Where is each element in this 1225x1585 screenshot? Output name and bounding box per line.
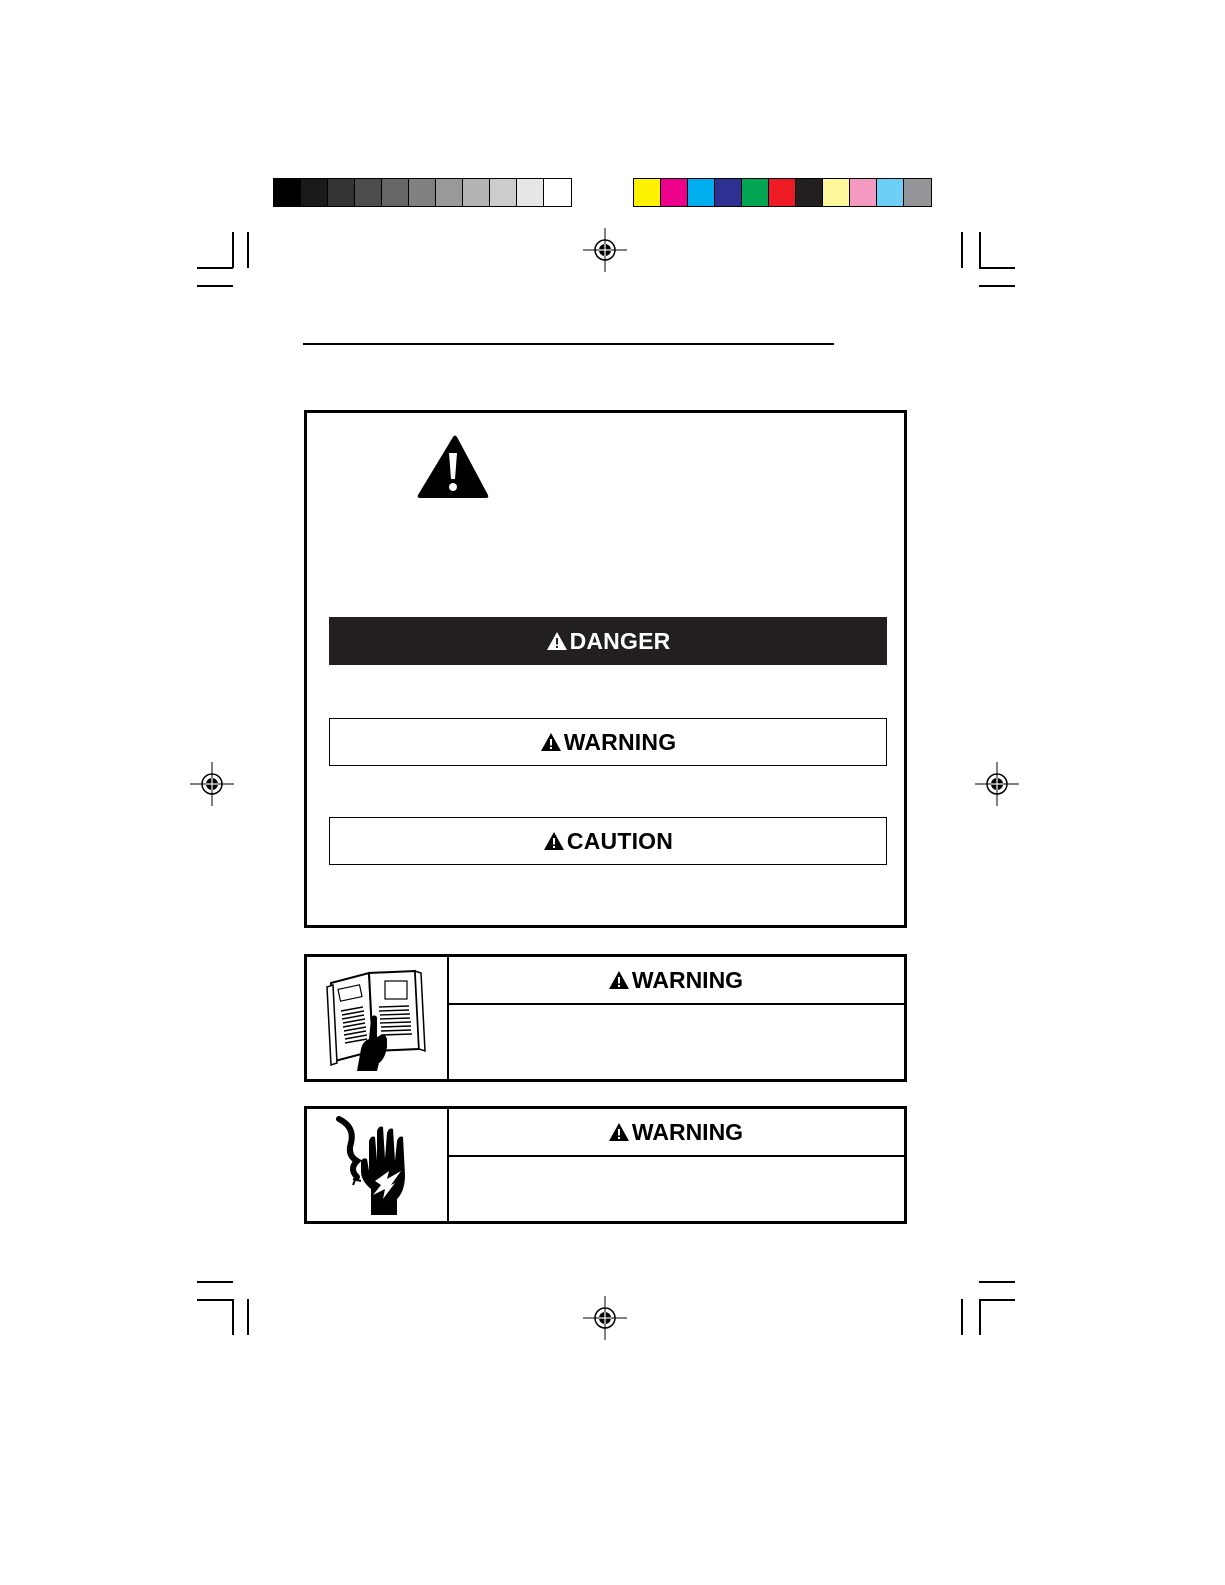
panel-2-warning-label: WARNING <box>631 1118 744 1145</box>
read-manual-warning-panel <box>304 954 907 1082</box>
crop-mark-bottom-right-v2 <box>979 1299 981 1335</box>
crop-mark-bottom-left-v2 <box>247 1299 249 1335</box>
grayscale-color-bar <box>273 178 572 207</box>
crop-mark-top-left-h2 <box>197 285 233 287</box>
crop-mark-top-left-h1 <box>197 267 233 269</box>
grayscale-swatch <box>274 179 301 206</box>
process-color-swatch <box>769 179 796 206</box>
grayscale-swatch <box>409 179 436 206</box>
crop-mark-top-left-v1 <box>232 232 234 268</box>
grayscale-swatch <box>463 179 490 206</box>
warning-signal-bar <box>329 718 887 766</box>
process-color-swatch <box>850 179 877 206</box>
process-color-swatch <box>661 179 688 206</box>
grayscale-swatch <box>328 179 355 206</box>
read-manual-icon-cell <box>307 957 449 1079</box>
caution-signal-bar <box>329 817 887 865</box>
process-color-swatch <box>904 179 931 206</box>
registration-mark-left-icon <box>190 762 234 806</box>
crop-mark-bottom-left-h2 <box>197 1299 233 1301</box>
process-color-swatch <box>715 179 742 206</box>
warning-alert-icon <box>540 732 562 752</box>
grayscale-swatch <box>301 179 328 206</box>
process-color-swatch <box>877 179 904 206</box>
caution-alert-icon <box>543 831 565 851</box>
process-color-swatch <box>742 179 769 206</box>
registration-mark-top-icon <box>583 228 627 272</box>
panel-2-alert-icon <box>608 1122 630 1142</box>
electrical-shock-hand-icon <box>331 1115 427 1219</box>
safety-alert-triangle-icon <box>415 433 491 501</box>
crop-mark-bottom-right-v1 <box>961 1299 963 1335</box>
crop-mark-bottom-right-h2 <box>979 1299 1015 1301</box>
crop-mark-bottom-right-h1 <box>979 1281 1015 1283</box>
danger-alert-icon <box>546 631 568 651</box>
process-color-swatch <box>688 179 715 206</box>
warning-label: WARNING <box>563 728 677 755</box>
crop-mark-bottom-left-v1 <box>232 1299 234 1335</box>
electrical-shock-warning-header <box>447 1109 904 1157</box>
grayscale-swatch <box>355 179 382 206</box>
process-color-swatch <box>823 179 850 206</box>
grayscale-swatch <box>544 179 571 206</box>
caution-label: CAUTION <box>566 827 674 854</box>
registration-mark-bottom-icon <box>583 1296 627 1340</box>
danger-signal-bar <box>329 617 887 665</box>
safety-message-box <box>304 410 907 928</box>
crop-mark-top-right-v2 <box>979 232 981 268</box>
process-color-swatch <box>634 179 661 206</box>
crop-mark-top-right-h1 <box>979 267 1015 269</box>
electrical-shock-warning-panel <box>304 1106 907 1224</box>
crop-mark-top-left-v2 <box>247 232 249 268</box>
read-manual-icon <box>323 967 435 1071</box>
electrical-shock-icon-cell <box>307 1109 449 1221</box>
grayscale-swatch <box>517 179 544 206</box>
grayscale-swatch <box>382 179 409 206</box>
read-manual-warning-header <box>447 957 904 1005</box>
crop-mark-bottom-left-h1 <box>197 1281 233 1283</box>
crop-mark-top-right-v1 <box>961 232 963 268</box>
crop-mark-top-right-h2 <box>979 285 1015 287</box>
process-color-bar <box>633 178 932 207</box>
registration-mark-right-icon <box>975 762 1019 806</box>
grayscale-swatch <box>490 179 517 206</box>
danger-label: DANGER <box>569 627 671 654</box>
process-color-swatch <box>796 179 823 206</box>
grayscale-swatch <box>436 179 463 206</box>
panel-1-alert-icon <box>608 970 630 990</box>
panel-1-warning-label: WARNING <box>631 966 744 993</box>
header-rule <box>303 343 834 345</box>
